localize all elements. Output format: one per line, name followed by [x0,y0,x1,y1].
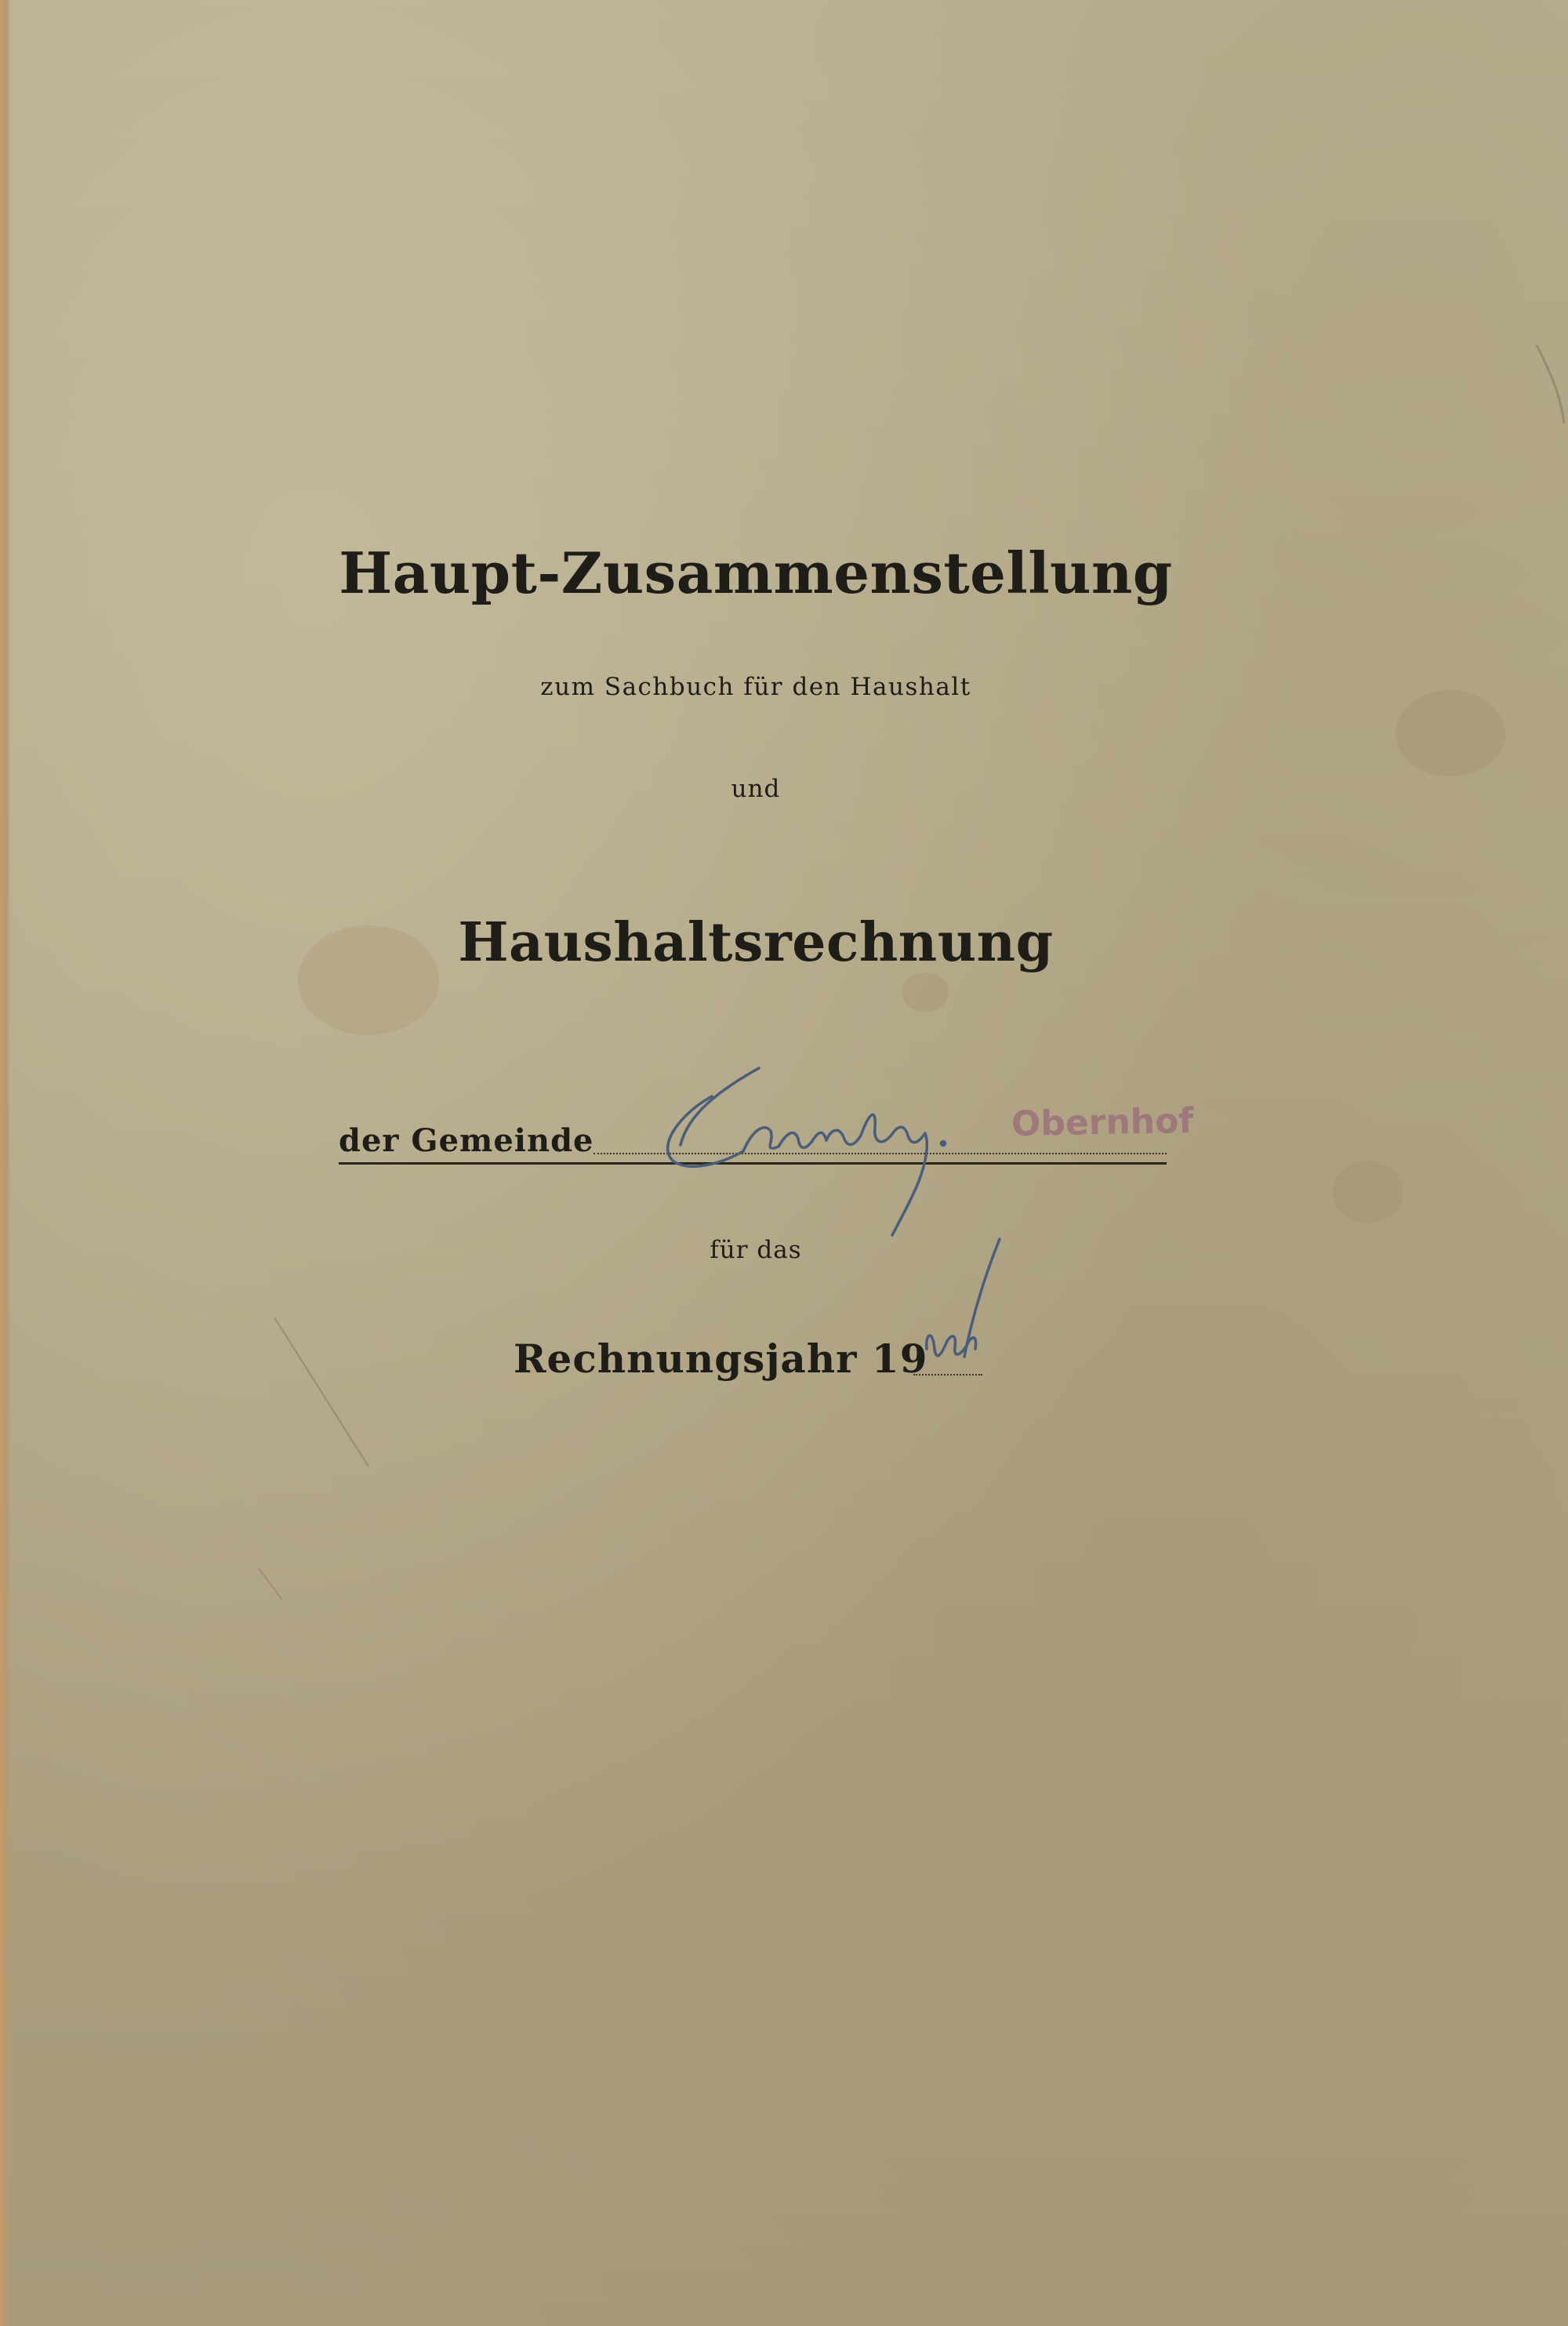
document-title: Haupt-Zusammenstellung [339,540,1173,606]
municipality-label: der Gemeinde [339,1122,594,1159]
document-subtitle: zum Sachbuch für den Haushalt [540,673,971,701]
municipality-stamp: Obernhof [1011,1100,1194,1145]
for-label: für das [710,1236,802,1264]
conjunction-text: und [731,775,781,803]
municipality-handwriting [633,1059,994,1239]
fiscal-year-handwriting [909,1231,1011,1388]
fiscal-year-label: Rechnungsjahr 19 [514,1336,928,1382]
document-second-title: Haushaltsrechnung [458,911,1054,974]
